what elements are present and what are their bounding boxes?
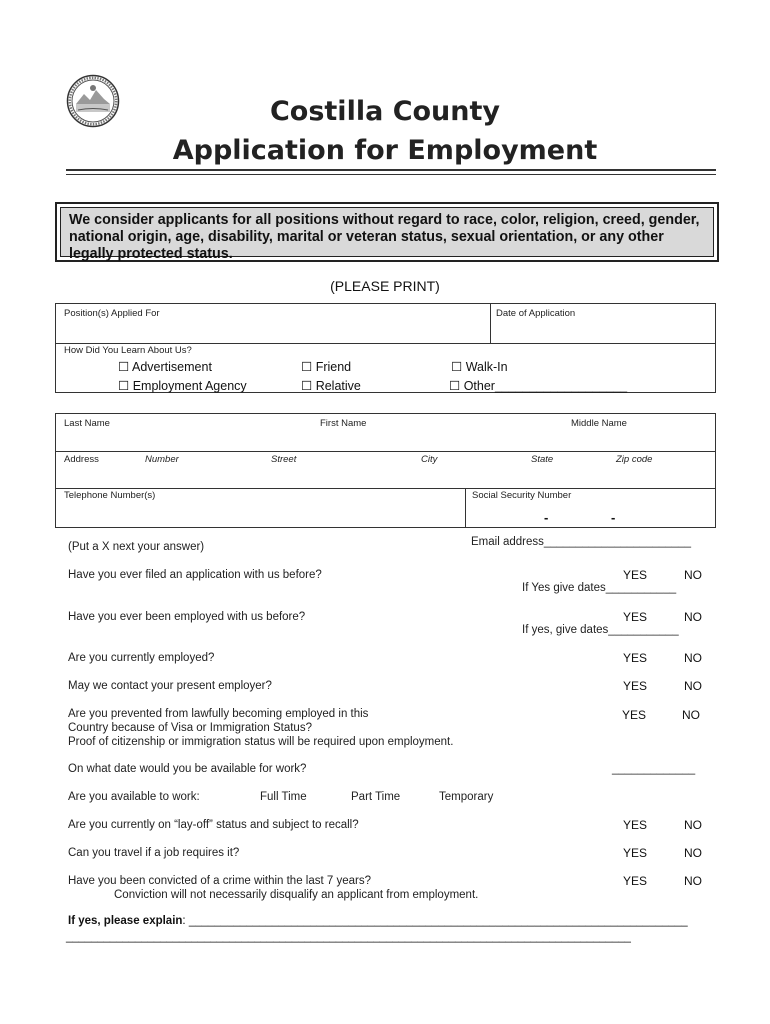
explain-field-line1[interactable]: ______________________________________________________________________________	[188, 915, 688, 927]
ssn-dash: -	[544, 510, 549, 525]
question-employed-before: Have you ever been employed with us before?	[68, 611, 306, 623]
address-street-field[interactable]: Street	[271, 454, 297, 465]
explain-label: If yes, please explain	[68, 915, 183, 927]
option-advertisement[interactable]: ☐ Advertisement	[118, 360, 212, 374]
section-personal-info	[55, 413, 716, 528]
address-city-field[interactable]: City	[421, 454, 438, 465]
middle-name-field[interactable]: Middle Name	[571, 418, 627, 429]
explain-colon: :	[182, 915, 186, 927]
instruction: (Put a X next your answer)	[68, 541, 205, 553]
title-county: Costilla County	[269, 96, 501, 127]
checkbox[interactable]: ☐	[449, 379, 461, 393]
equal-opportunity-notice	[55, 202, 719, 262]
option-walk-in[interactable]: ☐ Walk-In	[451, 360, 508, 374]
q1-yes[interactable]: YES	[623, 568, 648, 582]
question-visa-line2: Country because of Visa or Immigration Status?	[68, 722, 312, 734]
section-position	[55, 303, 716, 393]
section-row-divider	[56, 343, 715, 344]
position-applied-field[interactable]: Position(s) Applied For	[64, 308, 160, 319]
question-available-to-work: Are you available to work:	[68, 791, 200, 803]
checkbox[interactable]: ☐	[118, 379, 130, 393]
q4-yes[interactable]: YES	[623, 679, 648, 693]
option-other[interactable]: ☐ Other___________________	[449, 379, 628, 393]
available-date-field[interactable]: _____________	[612, 763, 696, 775]
row-divider	[56, 451, 715, 452]
address-state-field[interactable]: State	[531, 454, 554, 465]
first-name-field[interactable]: First Name	[320, 418, 367, 429]
position-date-divider	[490, 304, 491, 343]
option-employment-agency[interactable]: ☐ Employment Agency	[118, 379, 247, 393]
address-number-field[interactable]: Number	[145, 454, 179, 465]
question-lay-off: Are you currently on “lay-off” status and subject to recall?	[68, 819, 359, 831]
checkbox[interactable]: ☐	[301, 360, 313, 374]
q10-no[interactable]: NO	[684, 874, 702, 888]
option-part-time[interactable]: Part Time	[351, 791, 401, 803]
title-rule	[66, 169, 716, 171]
q4-no[interactable]: NO	[684, 679, 702, 693]
q8-no[interactable]: NO	[684, 818, 702, 832]
q2-yes[interactable]: YES	[623, 610, 648, 624]
explain-row	[68, 915, 688, 927]
q9-yes[interactable]: YES	[623, 846, 648, 860]
checkbox[interactable]: ☐	[118, 360, 130, 374]
option-relative[interactable]: ☐ Relative	[301, 379, 361, 393]
notice-text: We consider applicants for all positions without regard to race, color, religion, creed, gender, national origin, age, disability, marital or veteran status, sexual orientation, or any other legally protected status.	[60, 207, 714, 257]
conviction-note: Conviction will not necessarily disqualify an applicant from employment.	[114, 889, 479, 901]
email-address-field[interactable]: Email address_______________________	[471, 536, 691, 548]
last-name-field[interactable]: Last Name	[64, 418, 110, 429]
question-contact-employer: May we contact your present employer?	[68, 680, 272, 692]
q8-yes[interactable]: YES	[623, 818, 648, 832]
phone-ssn-divider	[465, 488, 466, 528]
question-travel: Can you travel if a job requires it?	[68, 847, 240, 859]
q10-yes[interactable]: YES	[623, 874, 648, 888]
option-temporary[interactable]: Temporary	[439, 791, 494, 803]
address-zip-field[interactable]: Zip code	[616, 454, 653, 465]
title-application: Application for Employment	[172, 135, 598, 166]
q9-no[interactable]: NO	[684, 846, 702, 860]
q1-dates-field[interactable]: If Yes give dates___________	[522, 582, 677, 594]
learn-about-us-label: How Did You Learn About Us?	[64, 345, 192, 356]
ssn-field[interactable]: Social Security Number	[472, 490, 572, 501]
date-of-application-field[interactable]: Date of Application	[496, 308, 576, 319]
q1-no[interactable]: NO	[684, 568, 702, 582]
option-full-time[interactable]: Full Time	[260, 791, 307, 803]
address-label: Address	[64, 454, 99, 465]
q2-no[interactable]: NO	[684, 610, 702, 624]
please-print: (PLEASE PRINT)	[330, 278, 440, 294]
q5-yes[interactable]: YES	[622, 708, 647, 722]
explain-field-line2[interactable]: __________________________________________________________________________________________	[66, 931, 631, 943]
q3-no[interactable]: NO	[684, 651, 702, 665]
option-friend[interactable]: ☐ Friend	[301, 360, 352, 374]
question-visa-line1: Are you prevented from lawfully becoming employed in this	[68, 708, 369, 720]
title-rule-thin	[66, 174, 716, 175]
q5-no[interactable]: NO	[682, 708, 700, 722]
row-divider	[56, 488, 715, 489]
q2-dates-field[interactable]: If yes, give dates___________	[522, 624, 679, 636]
ssn-dash: -	[611, 510, 616, 525]
telephone-field[interactable]: Telephone Number(s)	[64, 490, 156, 501]
question-convicted: Have you been convicted of a crime within the last 7 years?	[68, 875, 371, 887]
question-available-date: On what date would you be available for work?	[68, 763, 307, 775]
q3-yes[interactable]: YES	[623, 651, 648, 665]
checkbox[interactable]: ☐	[451, 360, 463, 374]
checkbox[interactable]: ☐	[301, 379, 313, 393]
question-currently-employed: Are you currently employed?	[68, 652, 215, 664]
question-visa-line3: Proof of citizenship or immigration status will be required upon employment.	[68, 736, 454, 748]
question-filed-before: Have you ever filed an application with us before?	[68, 569, 322, 581]
